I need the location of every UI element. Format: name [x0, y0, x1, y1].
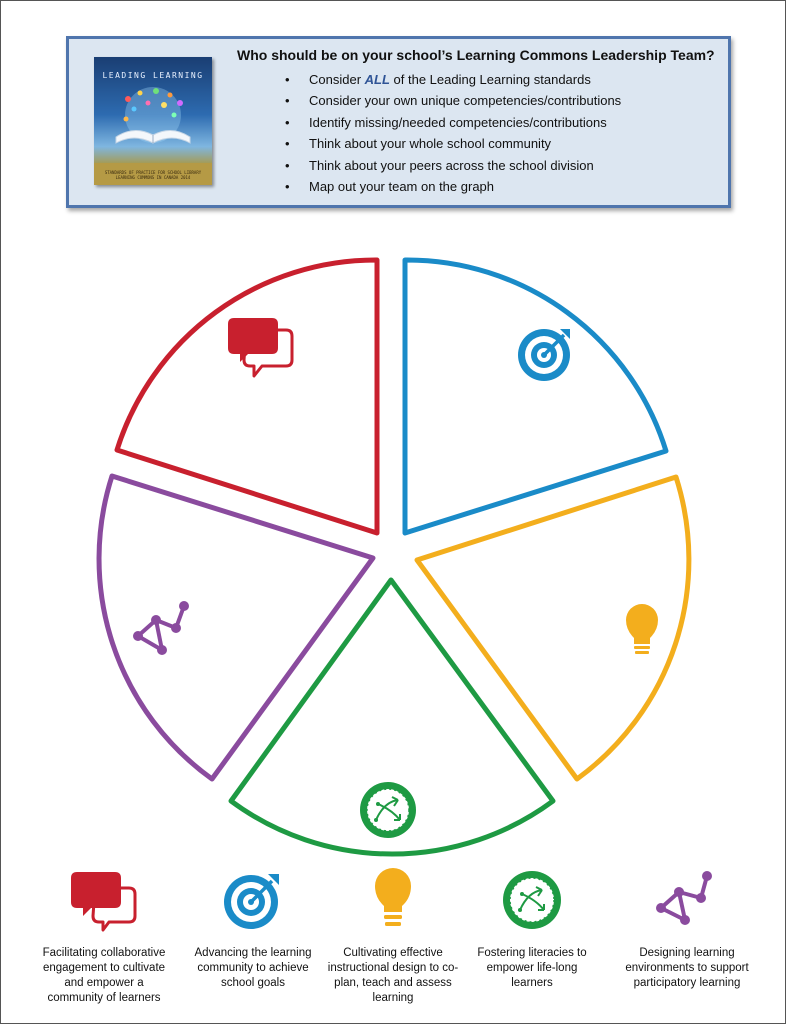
network-nodes-icon [652, 868, 722, 932]
legend-item-collaborative-engagement [38, 868, 170, 1006]
bullet-text: of the Leading Learning standards [389, 72, 591, 87]
legend-label: Fostering literacies to empower life-long learners [477, 947, 587, 989]
legend-item-instructional-design [327, 868, 459, 1006]
legend-label: Advancing the learning community to achieve school goals [194, 947, 312, 989]
bullet-emphasis: ALL [364, 72, 390, 87]
globe-arrows-icon [360, 782, 416, 838]
bullet-item: • Think about your whole school community [285, 133, 621, 154]
bullet-item: • Consider your own unique competencies/contributions [285, 90, 621, 111]
lightbulb-icon [358, 868, 428, 932]
legend-item-school-goals [187, 868, 319, 991]
target-icon [518, 329, 570, 381]
speech-bubbles-icon [69, 868, 139, 932]
legend-label: Cultivating effective instructional design to co-plan, teach and assess learning [327, 947, 459, 1004]
book-subtitle-line1: STANDARDS OF PRACTICE FOR SCHOOL LIBRARY [104, 170, 202, 175]
legend-label: Facilitating collaborative engagement to cultivate and empower a community of learners [42, 947, 166, 1004]
book-title: LEADING LEARNING [102, 71, 204, 80]
book-subtitle-line2: LEARNING COMMONS IN CANADA 2014 [115, 175, 191, 180]
info-title: Who should be on your school’s Learning Commons Leadership Team? [237, 47, 715, 63]
bullet-text: Consider [309, 72, 365, 87]
target-icon [218, 868, 288, 932]
bullet-item: • Identify missing/needed competencies/contributions [285, 112, 621, 133]
legend-label: Designing learning environments to support participatory learning [625, 947, 749, 989]
bullet-item: • Think about your peers across the school division [285, 155, 621, 176]
legend-item-learning-environments [621, 868, 753, 991]
bullet-item: • Map out your team on the graph [285, 176, 621, 197]
legend-item-literacies [466, 868, 598, 991]
globe-arrows-icon [497, 868, 567, 932]
